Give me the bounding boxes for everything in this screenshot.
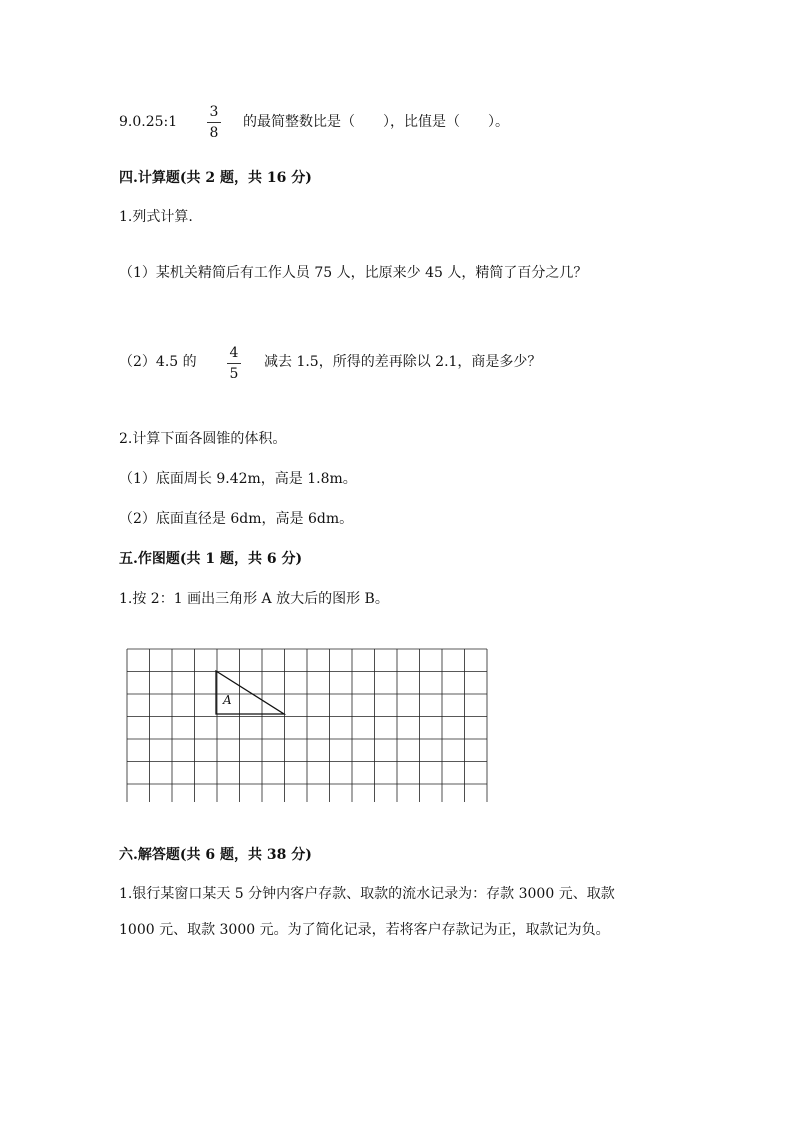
s6-q1-line2: 1000 元、取款 3000 元。为了简化记录，若将客户存款记为正，取款记为负。 <box>119 922 610 938</box>
fraction-bar <box>207 122 221 123</box>
drawing-grid <box>126 648 490 806</box>
q9-prefix: 9.0.25:1 <box>119 114 178 130</box>
grid-svg <box>126 648 490 802</box>
s6-q1-line1: 1.银行某窗口某天 5 分钟内客户存款、取款的流水记录为：存款 3000 元、取款 <box>119 886 615 902</box>
s4-q1-part2-fraction <box>224 345 244 382</box>
s4-fraction-denominator: 5 <box>229 366 239 382</box>
s4-q1-part1: （1）某机关精简后有工作人员 75 人，比原来少 45 人，精简了百分之几？ <box>119 265 588 281</box>
q9-suffix: 的最简整数比是（ ），比值是（ ）。 <box>243 114 509 130</box>
s4-q1-part2-prefix: （2）4.5 的 <box>119 354 197 370</box>
s4-q1-title: 1.列式计算. <box>119 209 193 225</box>
s4-q2-part1: （1）底面周长 9.42m，高是 1.8m。 <box>119 471 357 487</box>
q9-fraction <box>204 104 224 141</box>
section5-heading: 五.作图题(共 1 题，共 6 分) <box>119 551 303 567</box>
section4-heading: 四.计算题(共 2 题，共 16 分) <box>119 170 312 186</box>
grid-lines <box>127 649 487 802</box>
s4-q2-title: 2.计算下面各圆锥的体积。 <box>119 431 287 447</box>
s5-q1-title: 1.按 2：1 画出三角形 A 放大后的图形 B。 <box>119 591 389 607</box>
s4-q2-part2: （2）底面直径是 6dm，高是 6dm。 <box>119 511 354 527</box>
q9-fraction-denominator: 8 <box>209 125 219 141</box>
triangle-a-label: A <box>223 693 232 707</box>
fraction-bar <box>227 363 241 364</box>
s4-q1-part2-suffix: 减去 1.5，所得的差再除以 2.1，商是多少？ <box>264 354 542 370</box>
s4-fraction-numerator: 4 <box>229 345 239 361</box>
section6-heading: 六.解答题(共 6 题，共 38 分) <box>119 847 312 863</box>
q9-fraction-numerator: 3 <box>209 104 219 120</box>
